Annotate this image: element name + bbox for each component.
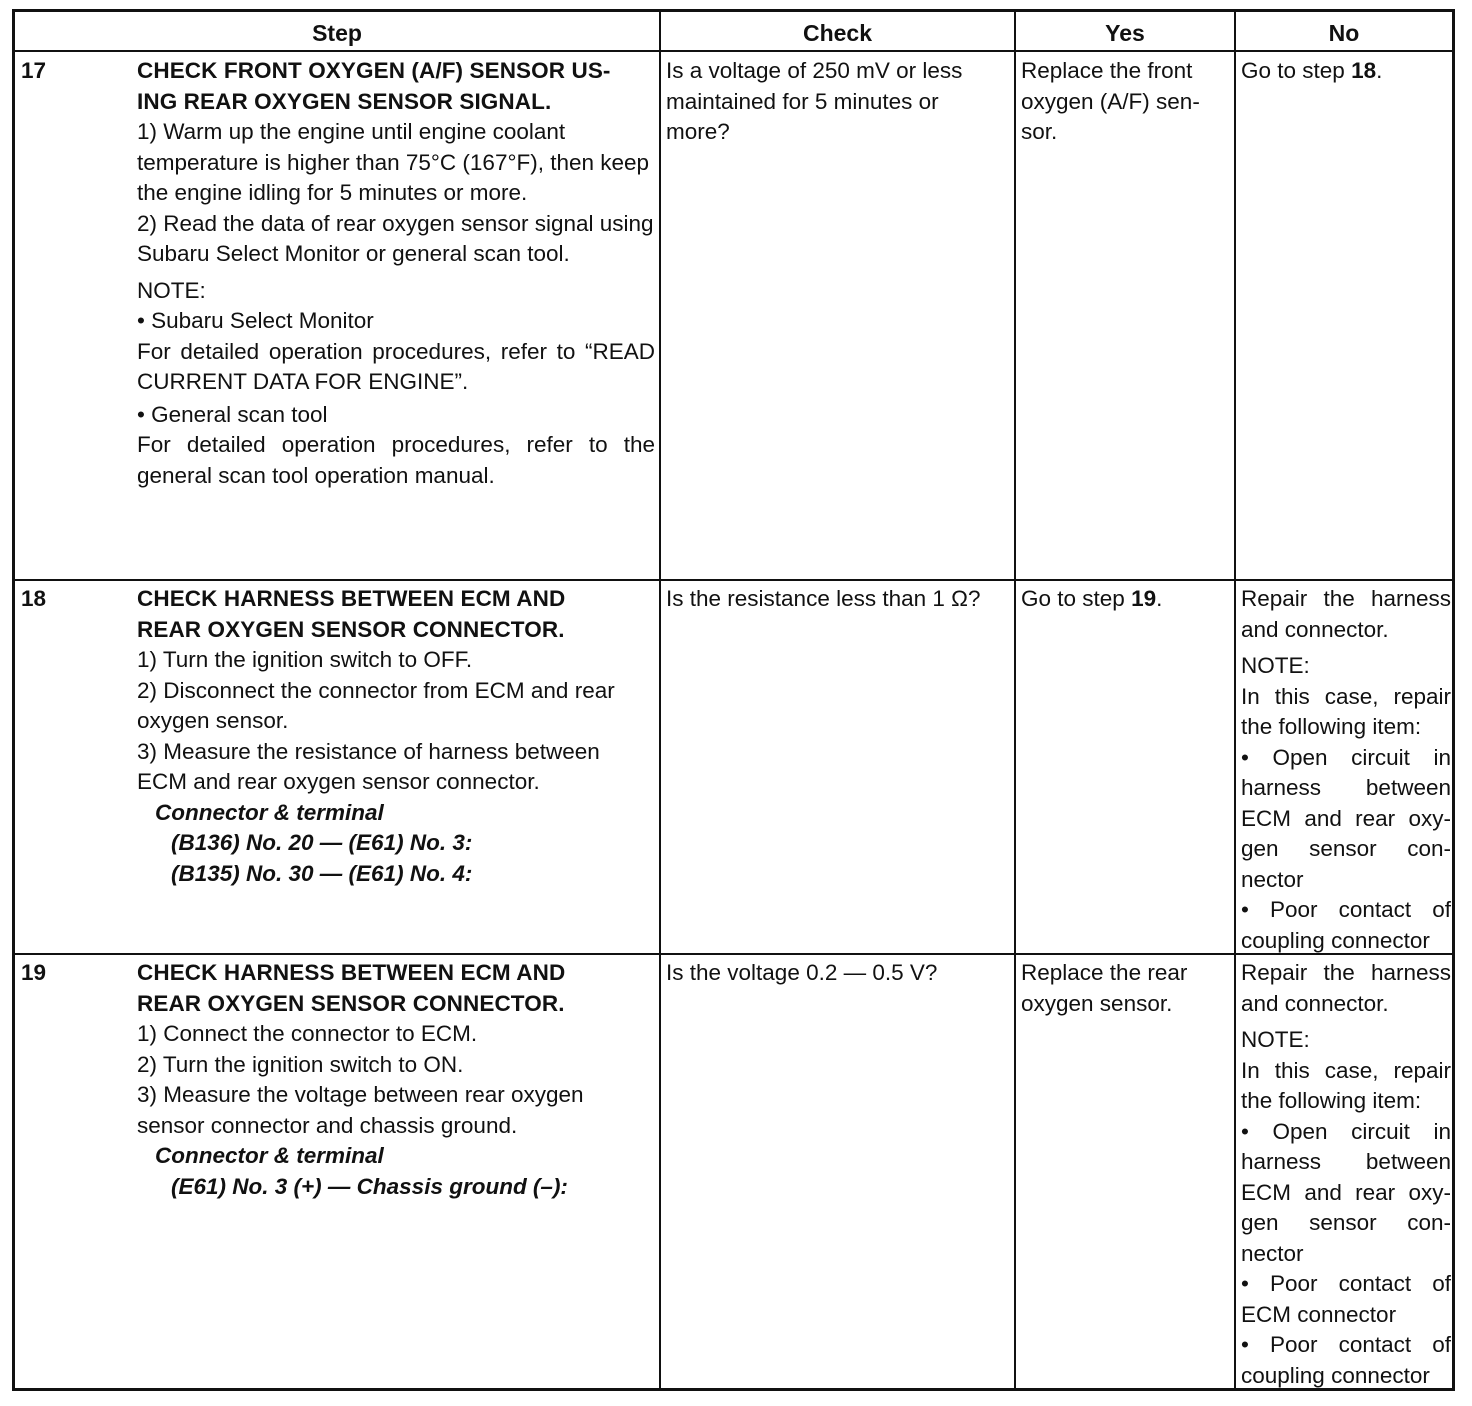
check-question: Is the resistance less than 1 Ω? [666,586,981,611]
procedure-step: 2) Turn the ignition switch to ON. [137,1051,464,1077]
note-item: • Poor contact of coupling connector [1241,1332,1451,1388]
no-action-main: Repair the harness and connector. [1241,586,1451,642]
column-divider [659,12,661,1388]
note-label: NOTE: [1241,653,1310,678]
no-action-main: Repair the harness and connector. [1241,960,1451,1016]
procedure-step: 2) Disconnect the connector from ECM and rear oxygen sensor. [137,677,615,733]
note-intro: In this case, repair the following item: [1241,1057,1451,1113]
procedure-step: 3) Measure the resistance of harness between ECM and rear oxygen sensor connector. [137,738,600,794]
step-number: 19 [21,960,47,985]
step-description [137,584,655,889]
no-action [1241,958,1451,1391]
procedure-step: 1) Turn the ignition switch to OFF. [137,647,473,672]
note-intro: In this case, repair the following item: [1241,683,1451,739]
step-reference: 19 [1131,586,1157,611]
row-divider [15,953,1452,955]
troubleshooting-table [12,9,1455,1391]
no-action-text: Go to step [1241,58,1352,83]
step-description [137,56,655,491]
check-question: Is a voltage of 250 mV or less maintained for 5 minutes or more? [666,58,963,144]
column-divider [1234,12,1236,1388]
step-title: CHECK HARNESS BETWEEN ECM AND [137,586,566,611]
step-title: ING REAR OXYGEN SENSOR SIGNAL. [137,88,552,114]
step-reference: 18 [1351,58,1377,83]
header-check: Check [802,20,873,46]
yes-action-text: Go to step [1021,586,1132,611]
step-number: 17 [21,58,47,83]
note-label: NOTE: [1241,1027,1310,1052]
column-divider [1014,12,1016,1388]
procedure-step: 1) Connect the connector to ECM. [137,1021,478,1046]
note-label: NOTE: [137,277,206,303]
header-yes: Yes [1105,20,1145,46]
procedure-step: 1) Warm up the engine until engine coolant temperature is higher than 75°C (167°F), then keep the engine idling for 5 minutes or more. [137,119,650,205]
connector-terminal: (B135) No. 30 — (E61) No. 4: [171,860,473,886]
yes-action-suffix: . [1156,586,1163,611]
procedure-step: 2) Read the data of rear oxygen sensor signal using Subaru Select Monitor or general scan tool. [137,210,654,266]
note-item: • Open circuit in harness between ECM and rear oxy-gen sensor con-nector [1241,744,1451,892]
header-no: No [1328,20,1360,46]
yes-action: Replace the front oxygen (A/F) sen-sor. [1021,58,1200,144]
step-title: CHECK HARNESS BETWEEN ECM AND [137,960,566,985]
yes-action [1021,584,1229,615]
connector-label: Connector & terminal [155,1143,384,1168]
no-action [1241,584,1451,956]
note-bullet: • General scan tool [137,401,328,427]
note-item: • Poor contact of ECM connector [1241,1271,1451,1327]
connector-label: Connector & terminal [155,799,384,825]
step-title: REAR OXYGEN SENSOR CONNECTOR. [137,990,565,1016]
step-title: CHECK FRONT OXYGEN (A/F) SENSOR US- [137,58,611,83]
no-action [1241,56,1449,87]
note-item: • Open circuit in harness between ECM and rear oxy-gen sensor con-nector [1241,1118,1451,1266]
note-text: For detailed operation procedures, refer to “READ CURRENT DATA FOR ENGINE”. [137,338,655,394]
connector-terminal: (E61) No. 3 (+) — Chassis ground (–): [171,1173,568,1199]
connector-terminal: (B136) No. 20 — (E61) No. 3: [171,830,473,855]
row-divider [15,579,1452,581]
note-item: • Poor contact of coupling connector [1241,897,1451,953]
step-description [137,958,655,1202]
procedure-step: 3) Measure the voltage between rear oxygen sensor connector and chassis ground. [137,1082,584,1138]
header-step: Step [312,20,362,46]
yes-action: Replace the rear oxygen sensor. [1021,960,1188,1016]
check-question: Is the voltage 0.2 — 0.5 V? [666,960,938,985]
note-text: For detailed operation procedures, refer to the general scan tool operation manual. [137,432,655,488]
step-title: REAR OXYGEN SENSOR CONNECTOR. [137,616,565,642]
step-number: 18 [21,586,47,611]
note-bullet: • Subaru Select Monitor [137,308,374,333]
no-action-suffix: . [1376,58,1383,83]
